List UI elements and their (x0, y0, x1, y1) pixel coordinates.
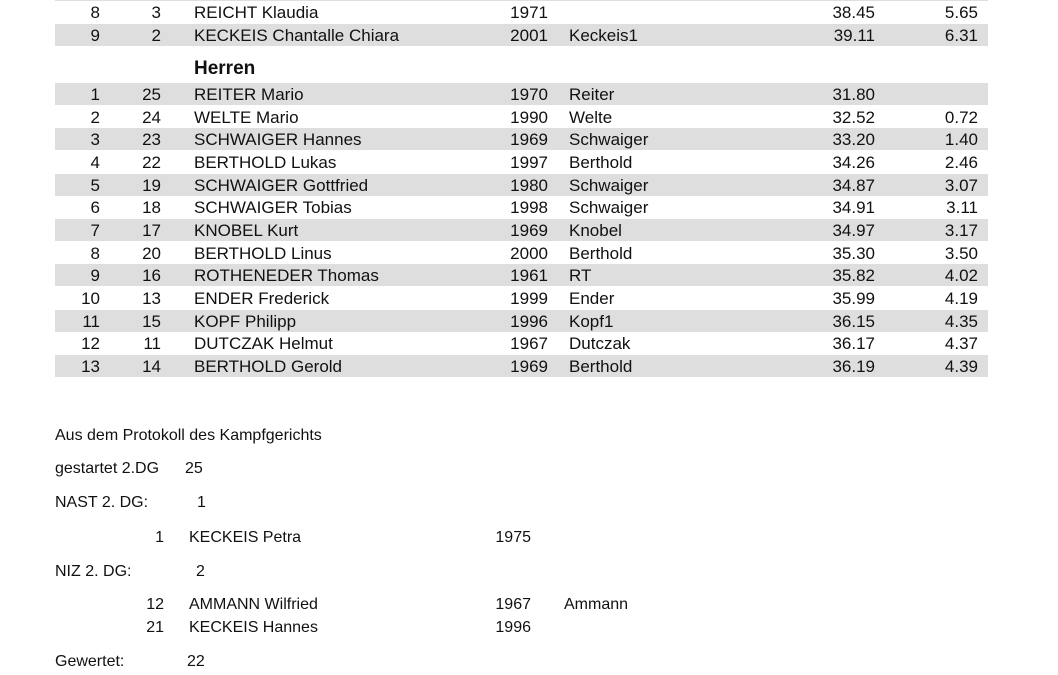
table-row (55, 219, 988, 241)
cell-bib: 15 (142, 311, 161, 331)
cell-bib: 13 (142, 289, 161, 309)
cell-time: 32.52 (832, 107, 875, 127)
cell-club: Welte (569, 107, 613, 127)
cell-diff: 4.39 (944, 357, 978, 377)
cell-diff: 0.72 (944, 107, 978, 127)
cell-diff: 3.50 (944, 243, 978, 263)
cell-bib: 18 (142, 198, 161, 218)
cell-diff: 4.37 (944, 334, 978, 354)
cell-diff: 3.17 (944, 221, 978, 241)
cell-time: 34.97 (832, 221, 875, 241)
cell-year: 1990 (510, 107, 548, 127)
cell-rank: 3 (90, 130, 100, 150)
cell-club: Schwaiger (569, 130, 649, 150)
entry-year: 1996 (495, 619, 531, 636)
cell-rank: 8 (90, 3, 100, 22)
cell-diff: 6.31 (944, 26, 978, 45)
entry-bib: 21 (146, 619, 164, 636)
entry-club: Ammann (564, 596, 629, 613)
cell-rank: 6 (90, 198, 100, 218)
rated-value: 22 (187, 653, 205, 670)
table-row (55, 151, 988, 173)
cell-name: BERTHOLD Lukas (194, 153, 337, 172)
cell-year: 2000 (510, 243, 548, 263)
cell-diff: 1.40 (944, 130, 978, 150)
entry-bib: 1 (155, 529, 164, 546)
table-row (55, 287, 988, 309)
cell-club: Kopf1 (569, 311, 614, 331)
cell-diff: 3.11 (946, 198, 978, 218)
table-row (55, 83, 988, 105)
cell-club: Berthold (569, 153, 633, 172)
cell-club: Schwaiger (569, 198, 649, 218)
cell-bib: 25 (142, 85, 161, 104)
cell-diff: 5.65 (944, 3, 978, 22)
cell-year: 1997 (510, 153, 548, 172)
cell-rank: 2 (90, 107, 100, 127)
cell-bib: 17 (142, 221, 161, 241)
cell-time: 38.45 (832, 3, 875, 22)
niz-label: NIZ 2. DG: (55, 563, 132, 580)
cell-name: ROTHENEDER Thomas (194, 266, 379, 286)
cell-club: Knobel (569, 221, 622, 241)
cell-name: KNOBEL Kurt (194, 221, 299, 241)
cell-bib: 14 (142, 357, 161, 377)
cell-time: 34.26 (832, 153, 875, 172)
cell-time: 33.20 (832, 130, 875, 150)
cell-name: BERTHOLD Gerold (194, 357, 343, 377)
table-row (55, 174, 988, 196)
cell-bib: 20 (142, 243, 161, 263)
table-row (55, 128, 988, 150)
section-heading-herren: Herren (194, 58, 256, 79)
table-row (55, 355, 988, 377)
cell-bib: 22 (142, 153, 161, 172)
cell-club: Dutczak (569, 334, 631, 354)
cell-year: 1996 (510, 311, 548, 331)
cell-year: 1969 (510, 357, 548, 377)
cell-name: KOPF Philipp (194, 311, 297, 331)
cell-name: DUTCZAK Helmut (194, 334, 333, 354)
cell-time: 36.15 (832, 311, 875, 331)
table-row (55, 332, 988, 354)
cell-time: 36.17 (832, 334, 875, 354)
table-row (55, 310, 988, 332)
cell-club: Reiter (569, 85, 615, 104)
cell-rank: 12 (81, 334, 100, 354)
cell-bib: 11 (143, 334, 161, 354)
cell-bib: 3 (151, 3, 161, 22)
entry-name: KECKEIS Petra (189, 529, 302, 546)
nast-value: 1 (197, 494, 206, 511)
nast-label: NAST 2. DG: (55, 494, 149, 511)
protocol-title: Aus dem Protokoll des Kampfgerichts (55, 427, 322, 444)
cell-time: 35.30 (832, 243, 875, 263)
entry-year: 1975 (495, 529, 531, 546)
cell-diff: 2.46 (944, 153, 978, 172)
cell-bib: 23 (142, 130, 161, 150)
cell-year: 1961 (510, 266, 548, 286)
cell-year: 2001 (510, 26, 548, 45)
cell-club: Berthold (569, 243, 633, 263)
cell-name: REITER Mario (194, 85, 304, 104)
table-row (55, 196, 988, 218)
cell-time: 35.82 (832, 266, 875, 286)
cell-rank: 7 (90, 221, 100, 241)
cell-bib: 16 (142, 266, 161, 286)
cell-rank: 5 (90, 175, 100, 195)
table-row (55, 1, 988, 23)
cell-name: BERTHOLD Linus (194, 243, 332, 263)
cell-year: 1980 (510, 175, 548, 195)
niz-value: 2 (196, 563, 205, 580)
cell-diff: 4.02 (944, 266, 978, 286)
cell-name: SCHWAIGER Gottfried (194, 175, 369, 195)
entry-name: AMMANN Wilfried (189, 596, 318, 613)
cell-name: ENDER Frederick (194, 289, 330, 309)
cell-year: 1969 (510, 130, 548, 150)
table-row (55, 106, 988, 128)
cell-time: 34.91 (832, 198, 875, 218)
cell-year: 1969 (510, 221, 548, 241)
started-value: 25 (185, 460, 203, 477)
cell-time: 35.99 (832, 289, 875, 309)
cell-club: RT (569, 266, 592, 286)
table-row (55, 24, 988, 46)
cell-year: 1971 (510, 3, 548, 22)
rated-label: Gewertet: (55, 653, 125, 670)
cell-year: 1998 (510, 198, 548, 218)
cell-diff: 3.07 (944, 175, 978, 195)
cell-time: 34.87 (832, 175, 875, 195)
cell-club: Keckeis1 (569, 26, 638, 45)
cell-year: 1970 (510, 85, 548, 104)
table-row (55, 264, 988, 286)
cell-name: KECKEIS Chantalle Chiara (194, 26, 400, 45)
cell-club: Berthold (569, 357, 633, 377)
cell-rank: 8 (90, 243, 100, 263)
cell-name: WELTE Mario (194, 107, 299, 127)
cell-club: Ender (569, 289, 615, 309)
cell-rank: 1 (90, 85, 100, 104)
cell-name: REICHT Klaudia (194, 3, 319, 22)
cell-name: SCHWAIGER Hannes (194, 130, 362, 150)
entry-bib: 12 (146, 596, 164, 613)
cell-name: SCHWAIGER Tobias (194, 198, 352, 218)
cell-time: 31.80 (832, 85, 875, 104)
cell-bib: 19 (142, 175, 161, 195)
cell-bib: 24 (142, 107, 161, 127)
entry-name: KECKEIS Hannes (189, 619, 318, 636)
cell-diff: 4.35 (944, 311, 978, 331)
cell-time: 39.11 (833, 26, 875, 45)
cell-diff: 4.19 (944, 289, 978, 309)
cell-year: 1967 (510, 334, 548, 354)
entry-year: 1967 (495, 596, 531, 613)
cell-rank: 10 (81, 289, 100, 309)
cell-year: 1999 (510, 289, 548, 309)
cell-club: Schwaiger (569, 175, 649, 195)
cell-rank: 9 (90, 266, 100, 286)
cell-rank: 9 (90, 26, 100, 45)
cell-bib: 2 (151, 26, 161, 45)
cell-rank: 11 (82, 311, 100, 331)
cell-rank: 4 (90, 153, 100, 172)
cell-time: 36.19 (832, 357, 875, 377)
started-label: gestartet 2.DG (55, 460, 160, 477)
table-row (55, 242, 988, 264)
cell-rank: 13 (81, 357, 100, 377)
